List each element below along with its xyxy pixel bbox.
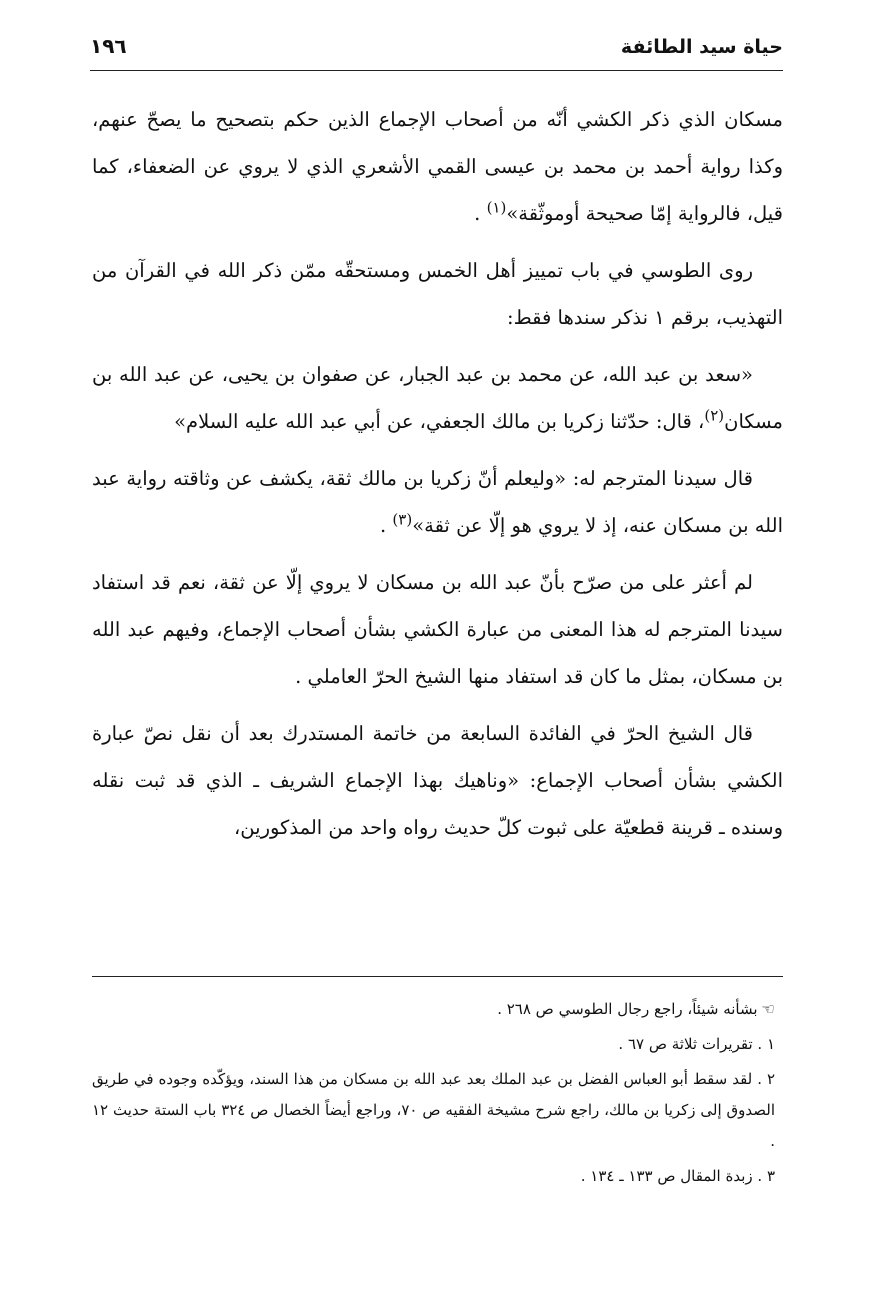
footnotes <box>92 994 775 1196</box>
footnote-1: ١ . تقريرات ثلاثة ص ٦٧ . <box>618 1035 775 1053</box>
paragraph-5: لم أعثر على من صرّح بأنّ عبد الله بن مسكان لا يروي إلّا عن ثقة، نعم قد استفاد سيدنا المترجم له هذا المعنى من عبارة الكشي بشأن أصحاب الإجماع، وفيهم عبد الله بن مسكان، بمثل ما كان قد استفاد منها الشيخ الحرّ العاملي . <box>92 571 783 688</box>
footnote-ref-2: (٢) <box>704 406 725 425</box>
footnote-continuation-text: بشأنه شيئاً، راجع رجال الطوسي ص ٢٦٨ . <box>497 1000 758 1018</box>
running-title: حياة سيد الطائفة <box>620 36 783 58</box>
paragraph-3-text-b: ، قال: حدّثنا زكريا بن مالك الجعفي، عن أبي عبد الله عليه السلام» <box>174 410 705 433</box>
paragraph-4-text: قال سيدنا المترجم له: «وليعلم أنّ زكريا بن مالك ثقة، يكشف عن وثاقته رواية عبد الله بن مسكان عنه، إذ لا يروي هو إلّا عن ثقة» <box>92 467 783 537</box>
pointing-hand-icon: ☜ <box>761 1000 775 1018</box>
paragraph-4-end: . <box>380 514 393 537</box>
paragraph-6: قال الشيخ الحرّ في الفائدة السابعة من خاتمة المستدرك بعد أن نقل نصّ عبارة الكشي بشأن أصحاب الإجماع: «وناهيك بهذا الإجماع الشريف ـ الذي قد ثبت نقله وسنده ـ قرينة قطعيّة على ثبوت كلّ حديث رواه واحد من المذكورين، <box>92 722 783 839</box>
paragraph-1-end: . <box>474 202 487 225</box>
footnote-ref-3: (٣) <box>392 510 413 529</box>
footnote-3: ٣ . زبدة المقال ص ١٣٣ ـ ١٣٤ . <box>580 1167 775 1185</box>
page-header <box>90 30 783 71</box>
footnote-continuation <box>92 994 775 1025</box>
paragraph-3 <box>92 351 783 445</box>
footnote-ref-1: (١) <box>486 198 507 217</box>
footnote-2: ٢ . لقد سقط أبو العباس الفضل بن عبد الملك بعد عبد الله بن مسكان من هذا السند، ويؤكّده وجوده في طريق الصدوق إلى زكريا بن مالك، راجع شرح مشيخة الفقيه ص ٧٠، وراجع أيضاً الخصال ص ٣٢٤ باب الستة حديث ١٢ . <box>92 1070 775 1150</box>
footnote-separator <box>92 976 783 977</box>
paragraph-3-text-a: «سعد بن عبد الله، عن محمد بن عبد الجبار، عن صفوان بن يحيى، عن عبد الله بن مسكان <box>92 363 783 433</box>
page-number: ١٩٦ <box>90 34 127 58</box>
paragraph-1 <box>92 96 783 237</box>
paragraph-1-text: مسكان الذي ذكر الكشي أنّه من أصحاب الإجماع الذين حكم بتصحيح ما يصحّ عنهم، وكذا رواية أحمد بن محمد بن عيسى القمي الأشعري الذي لا يروي عن الضعفاء، كما قيل، فالرواية إمّا صحيحة أوموثّقة» <box>92 108 783 225</box>
main-text <box>92 96 783 861</box>
paragraph-4 <box>92 455 783 549</box>
paragraph-2: روى الطوسي في باب تمييز أهل الخمس ومستحقّه ممّن ذكر الله في القرآن من التهذيب، برقم ١ نذكر سندها فقط: <box>92 259 783 329</box>
